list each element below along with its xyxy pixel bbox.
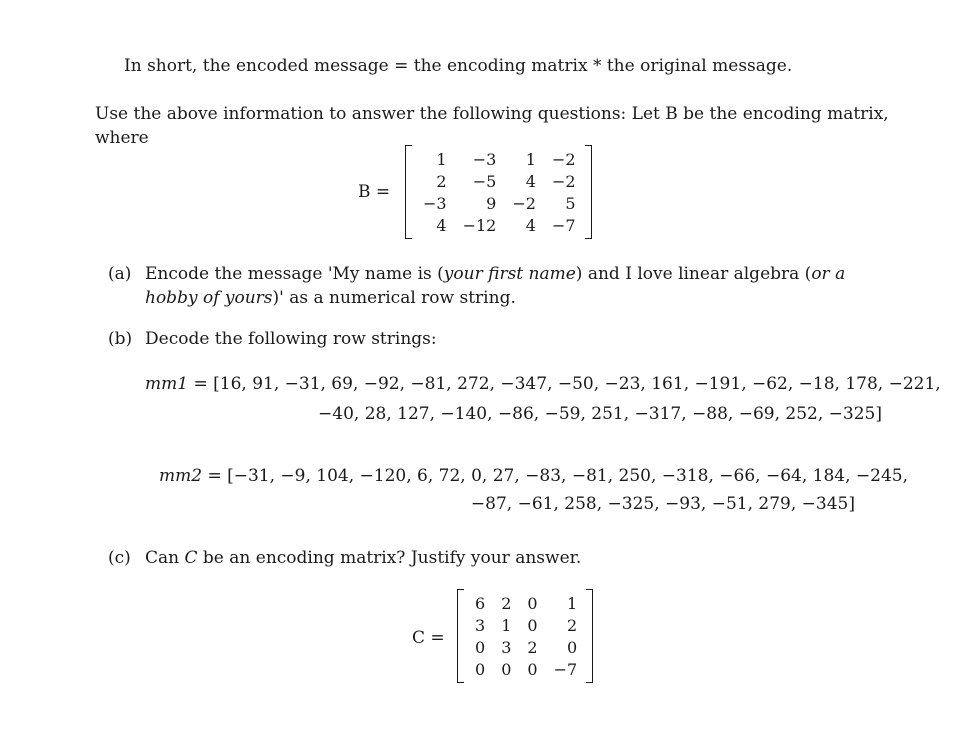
matrix-b — [405, 145, 592, 239]
matrix-b-row — [415, 170, 584, 192]
part-c-text — [145, 548, 581, 568]
matrix-b-cell: −3 — [423, 193, 447, 213]
matrix-c-cell: 2 — [501, 593, 512, 613]
matrix-c-cell: 3 — [501, 637, 512, 657]
instructions-line-1: Use the above information to answer the following questions: Let B be the encoding matrix, — [95, 104, 889, 124]
mm1-line-1 — [145, 374, 941, 394]
matrix-b-cell: −5 — [472, 171, 497, 191]
matrix-b-cell: 4 — [525, 215, 536, 235]
intro-summary: In short, the encoded message = the encoding matrix * the original message. — [124, 56, 793, 76]
matrix-b-left-bracket — [405, 145, 412, 239]
matrix-c-right-bracket — [586, 589, 593, 683]
matrix-c-row — [467, 592, 585, 614]
matrix-c-cell: 0 — [501, 659, 512, 679]
matrix-c-table — [467, 592, 585, 680]
matrix-c-cell: 0 — [475, 637, 486, 657]
mm2-line-1 — [159, 466, 908, 486]
matrix-c — [457, 589, 593, 683]
mm1-values-1: = [16, 91, −31, 69, −92, −81, 272, −347, −50, −23, 161, −191, −62, −18, 178, −221, — [193, 374, 941, 394]
matrix-b-label: B = — [358, 182, 391, 202]
matrix-c-cell: 2 — [566, 615, 578, 635]
matrix-c-cell: 3 — [475, 615, 486, 635]
matrix-b-cell: 2 — [436, 171, 447, 191]
matrix-b-cell: −12 — [462, 215, 497, 235]
matrix-c-cell: 0 — [475, 659, 486, 679]
matrix-c-cell: 2 — [527, 637, 538, 657]
matrix-b-right-bracket — [585, 145, 592, 239]
instructions-line-2: where — [95, 128, 149, 148]
matrix-c-row — [467, 636, 585, 658]
part-a-text-3: )' as a numerical row string. — [272, 288, 516, 308]
matrix-b-cell: 5 — [565, 193, 576, 213]
part-a-italic-2: or a — [811, 264, 846, 284]
matrix-b-cell: −2 — [512, 193, 536, 213]
matrix-c-cell: 1 — [566, 593, 578, 613]
matrix-b-cell: −7 — [551, 215, 576, 235]
mm1-line-2: −40, 28, 127, −140, −86, −59, 251, −317, −88, −69, 252, −325] — [318, 404, 882, 424]
matrix-b-cell: 9 — [486, 193, 497, 213]
mm1-label: mm1 — [145, 374, 189, 394]
mm2-line-2: −87, −61, 258, −325, −93, −51, 279, −345] — [470, 494, 855, 514]
matrix-b-cell: −3 — [472, 149, 497, 169]
matrix-c-row — [467, 658, 585, 680]
matrix-b-cell: 4 — [525, 171, 536, 191]
matrix-c-cell: −7 — [553, 659, 578, 679]
matrix-c-cell: 0 — [527, 593, 538, 613]
part-a-text-2: ) and I love linear algebra ( — [575, 264, 812, 284]
part-c-marker: (c) — [108, 548, 131, 568]
matrix-b-row — [415, 148, 584, 170]
matrix-c-left-bracket — [457, 589, 464, 683]
matrix-c-cell: 1 — [501, 615, 512, 635]
matrix-c-label: C = — [412, 628, 445, 648]
part-a-italic-3: hobby of yours — [145, 288, 273, 308]
matrix-b-table — [415, 148, 584, 236]
matrix-c-cell: 0 — [527, 615, 538, 635]
matrix-b-row — [415, 192, 584, 214]
matrix-b-row — [415, 214, 584, 236]
matrix-c-row — [467, 614, 585, 636]
part-a-marker: (a) — [108, 264, 132, 284]
part-c-var: C — [184, 548, 198, 568]
matrix-c-cell: 6 — [475, 593, 486, 613]
mm2-values-1: = [−31, −9, 104, −120, 6, 72, 0, 27, −83, −81, 250, −318, −66, −64, 184, −245, — [207, 466, 909, 486]
matrix-b-cell: 4 — [436, 215, 447, 235]
part-b-marker: (b) — [108, 329, 133, 349]
part-a-text-1: Encode the message 'My name is ( — [145, 264, 444, 284]
matrix-b-cell: 1 — [436, 149, 447, 169]
part-a-italic-1: your first name — [443, 264, 576, 284]
matrix-b-cell: −2 — [551, 171, 576, 191]
matrix-c-cell: 0 — [566, 637, 578, 657]
part-c-text-2: be an encoding matrix? Justify your answer. — [197, 548, 582, 568]
mm2-label: mm2 — [159, 466, 203, 486]
matrix-c-cell: 0 — [527, 659, 538, 679]
matrix-b-cell: −2 — [551, 149, 576, 169]
part-a-line-2 — [145, 288, 516, 308]
matrix-b-cell: 1 — [525, 149, 536, 169]
part-a-line-1 — [145, 264, 845, 284]
part-c-text-1: Can — [145, 548, 185, 568]
part-b-text: Decode the following row strings: — [145, 329, 437, 349]
